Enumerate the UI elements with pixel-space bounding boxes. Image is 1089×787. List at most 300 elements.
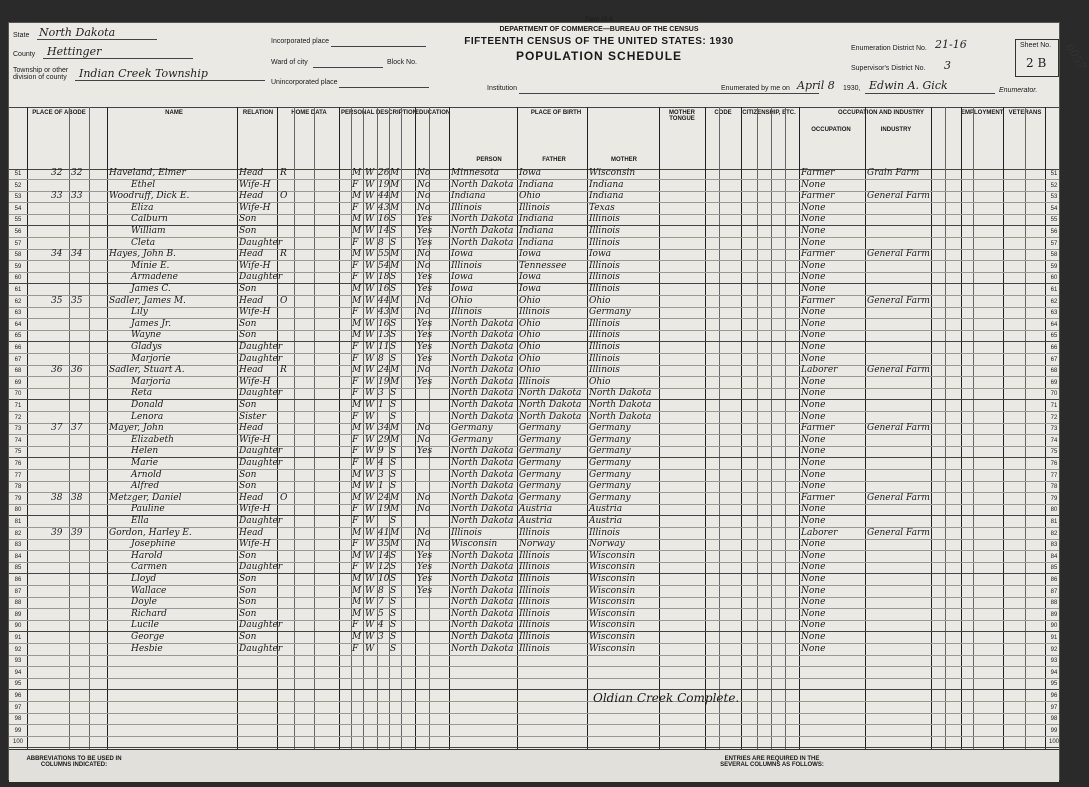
cell-yes: Yes: [417, 318, 433, 329]
row-number: 68: [14, 368, 22, 375]
row-number-right: 67: [1050, 356, 1058, 363]
cell-yes: No: [417, 260, 431, 271]
cell-mar: S: [390, 516, 397, 526]
col-mother-tongue: MOTHER TONGUE: [669, 110, 695, 122]
cell-person: North Dakota: [451, 446, 514, 457]
row-number-right: 94: [1050, 669, 1058, 676]
cell-race: W: [365, 376, 375, 387]
cell-ind: General Farm: [867, 249, 930, 260]
cell-mother: Illinois: [589, 284, 620, 294]
table-row: [9, 297, 1059, 308]
cell-mother: Illinois: [589, 330, 620, 341]
cell-age: 7: [378, 597, 384, 608]
table-row: [9, 587, 1059, 598]
cell-name: Carmen: [131, 562, 168, 573]
cell-name: Arnold: [131, 469, 162, 480]
cell-race: W: [365, 400, 375, 410]
cell-sex: M: [352, 527, 362, 538]
cell-sex: F: [352, 434, 359, 445]
cell-mar: S: [390, 446, 397, 457]
row-number: 80: [14, 507, 22, 514]
cell-fam: 33: [71, 191, 83, 202]
cell-occ: None: [801, 330, 826, 341]
cell-fam: 38: [71, 492, 83, 503]
table-row: [9, 447, 1059, 458]
cell-father: Germany: [519, 423, 561, 434]
cell-father: Illinois: [519, 597, 550, 608]
cell-person: Ohio: [451, 295, 473, 306]
cell-occ: None: [801, 434, 826, 445]
cell-race: W: [365, 469, 375, 480]
cell-mar: S: [390, 574, 397, 584]
row-number-right: 53: [1050, 194, 1058, 201]
cell-occ: None: [801, 585, 826, 596]
cell-father: Illinois: [519, 620, 550, 631]
cell-name: Helen: [131, 446, 159, 457]
cell-name: Mayer, John: [109, 423, 164, 434]
cell-name: Armadene: [131, 272, 178, 283]
row-number-right: 54: [1050, 205, 1058, 212]
cell-mar: S: [390, 458, 397, 468]
row-number-right: 70: [1050, 391, 1058, 398]
cell-rel: Wife-H: [239, 434, 271, 445]
cell-occ: None: [801, 550, 826, 561]
cell-mother: Indiana: [589, 191, 624, 202]
cell-father: Indiana: [519, 226, 554, 236]
cell-sex: M: [352, 365, 362, 376]
cell-father: Ohio: [519, 342, 541, 352]
row-number: 55: [14, 217, 22, 224]
cell-name: Marjorie: [131, 353, 171, 364]
cell-home: O: [280, 492, 288, 503]
cell-yes: No: [417, 539, 431, 550]
table-row: [9, 343, 1059, 354]
row-number-right: 51: [1050, 171, 1058, 177]
cell-person: North Dakota: [451, 562, 514, 573]
cell-father: North Dakota: [519, 400, 582, 410]
cell-father: Iowa: [519, 249, 542, 260]
cell-occ: None: [801, 446, 826, 457]
sub-mother: MOTHER: [611, 157, 637, 163]
row-number-right: 92: [1050, 646, 1058, 653]
cell-mother: Wisconsin: [589, 620, 636, 631]
cell-father: Indiana: [519, 214, 554, 225]
cell-mother: Illinois: [589, 226, 620, 236]
cell-yes: No: [417, 249, 431, 260]
cell-mar: M: [390, 307, 400, 318]
row-number-right: 81: [1050, 519, 1058, 525]
cell-rel: Head: [239, 365, 264, 376]
cell-father: Germany: [519, 434, 561, 445]
table-row: [9, 181, 1059, 192]
cell-mother: Illinois: [589, 353, 620, 364]
cell-person: Wisconsin: [451, 539, 498, 550]
cell-mother: Wisconsin: [589, 597, 636, 608]
cell-sex: M: [352, 597, 362, 608]
cell-fam: 34: [71, 249, 83, 260]
cell-mother: Wisconsin: [589, 550, 636, 561]
table-row: [9, 401, 1059, 412]
row-number-right: 100: [1048, 739, 1059, 746]
cell-age: 29: [378, 434, 390, 445]
row-number-right: 91: [1050, 635, 1058, 641]
cell-father: Indiana: [519, 179, 554, 190]
cell-mother: North Dakota: [589, 411, 652, 422]
cell-sex: F: [352, 307, 359, 318]
cell-age: 4: [378, 458, 384, 468]
table-row: [9, 239, 1059, 250]
cell-age: 44: [378, 295, 390, 306]
cell-age: 19: [378, 504, 390, 515]
cell-mother: Germany: [589, 481, 631, 492]
cell-age: 8: [378, 237, 384, 248]
cell-race: W: [365, 516, 375, 526]
row-number-right: 93: [1050, 658, 1058, 665]
table-row: [9, 691, 1059, 702]
cell-mother: Texas: [589, 202, 615, 213]
cell-yes: Yes: [417, 342, 433, 352]
cell-race: W: [365, 260, 375, 271]
cell-race: W: [365, 202, 375, 213]
cell-father: Illinois: [519, 376, 550, 387]
cell-yes: Yes: [417, 574, 433, 584]
cell-sex: F: [352, 411, 359, 422]
row-number-right: 56: [1050, 229, 1058, 235]
cell-dw: 38: [51, 492, 63, 503]
cell-race: W: [365, 411, 375, 422]
cell-age: 16: [378, 284, 390, 294]
cell-occ: None: [801, 272, 826, 283]
cell-yes: No: [417, 202, 431, 213]
cell-race: W: [365, 597, 375, 608]
cell-rel: Son: [239, 597, 257, 608]
cell-rel: Son: [239, 469, 257, 480]
cell-race: W: [365, 214, 375, 225]
cell-sex: F: [352, 376, 359, 387]
cell-occ: None: [801, 400, 826, 410]
cell-name: George: [131, 632, 165, 642]
cell-fam: 36: [71, 365, 83, 376]
cell-person: North Dakota: [451, 179, 514, 190]
enumeration-date: April 8: [797, 79, 835, 92]
cell-occ: None: [801, 388, 826, 399]
cell-yes: Yes: [417, 272, 433, 283]
department-title: DEPARTMENT OF COMMERCE—BUREAU OF THE CENSUS: [499, 26, 699, 33]
cell-sex: F: [352, 620, 359, 631]
cell-mar: S: [390, 388, 397, 399]
cell-mother: Norway: [589, 539, 625, 550]
table-row: [9, 703, 1059, 714]
cell-yes: No: [417, 307, 431, 318]
enum-district-label: Enumeration District No.: [851, 45, 927, 52]
cell-age: 18: [378, 272, 390, 283]
cell-person: North Dakota: [451, 469, 514, 480]
cell-age: 8: [378, 585, 384, 596]
row-number-right: 95: [1050, 681, 1058, 688]
cell-yes: No: [417, 492, 431, 503]
table-row: [9, 273, 1059, 284]
cell-race: W: [365, 539, 375, 550]
row-number-right: 73: [1050, 426, 1058, 433]
row-number: 97: [14, 704, 22, 711]
row-number-right: 87: [1050, 588, 1058, 595]
county-value: Hettinger: [47, 45, 102, 58]
cell-rel: Daughter: [239, 643, 283, 654]
table-row: [9, 494, 1059, 505]
cell-person: North Dakota: [451, 365, 514, 376]
cell-mother: Wisconsin: [589, 632, 636, 642]
cell-occ: Farmer: [801, 249, 835, 260]
cell-race: W: [365, 237, 375, 248]
cell-occ: None: [801, 179, 826, 190]
cell-father: Germany: [519, 458, 561, 468]
cell-father: Ohio: [519, 318, 541, 329]
cell-yes: No: [417, 365, 431, 376]
row-number: 81: [14, 519, 22, 525]
cell-home: R: [280, 365, 287, 376]
row-number: 98: [14, 716, 22, 723]
cell-person: North Dakota: [451, 458, 514, 468]
cell-father: North Dakota: [519, 388, 582, 399]
cell-sex: M: [352, 295, 362, 306]
cell-yes: No: [417, 168, 431, 178]
cell-name: Minie E.: [131, 260, 170, 271]
cell-father: Ohio: [519, 365, 541, 376]
row-number: 85: [14, 565, 22, 572]
cell-race: W: [365, 388, 375, 399]
row-number: 58: [14, 252, 22, 259]
cell-name: Sadler, James M.: [109, 295, 186, 306]
cell-age: 55: [378, 249, 390, 260]
cell-rel: Daughter: [239, 353, 283, 364]
cell-yes: No: [417, 295, 431, 306]
row-number: 61: [14, 287, 22, 293]
table-row: [9, 192, 1059, 203]
sheet-box: [1015, 39, 1059, 77]
cell-sex: M: [352, 400, 362, 410]
sub-father: FATHER: [542, 157, 566, 163]
cell-father: Illinois: [519, 585, 550, 596]
cell-mar: M: [390, 376, 400, 387]
cell-mar: M: [390, 504, 400, 515]
cell-dw: 34: [51, 249, 63, 260]
cell-mother: Germany: [589, 434, 631, 445]
row-number: 53: [14, 194, 22, 201]
row-number-right: 80: [1050, 507, 1058, 514]
cell-name: Cleta: [131, 237, 156, 248]
cell-rel: Head: [239, 527, 264, 538]
cell-ind: General Farm: [867, 365, 930, 376]
table-row: [9, 215, 1059, 226]
cell-name: Marie: [131, 458, 159, 468]
cell-mother: Illinois: [589, 365, 620, 376]
cell-race: W: [365, 272, 375, 283]
cell-person: North Dakota: [451, 516, 514, 526]
cell-mar: S: [390, 632, 397, 642]
cell-mar: M: [390, 168, 400, 178]
table-row: [9, 227, 1059, 238]
cell-mar: S: [390, 620, 397, 631]
row-number-right: 96: [1050, 693, 1058, 699]
cell-father: Austria: [519, 504, 553, 515]
cell-occ: None: [801, 539, 826, 550]
supervisor-district-label: Supervisor's District No.: [851, 65, 926, 72]
sub-person: PERSON: [476, 157, 502, 163]
cell-rel: Daughter: [239, 237, 283, 248]
col-citizenship: CITIZENSHIP, ETC.: [742, 110, 796, 116]
table-row: [9, 366, 1059, 377]
cell-fam: 39: [71, 527, 83, 538]
row-number-right: 69: [1050, 379, 1058, 386]
cell-ind: General Farm: [867, 191, 930, 202]
cell-name: Pauline: [131, 504, 165, 515]
table-row: [9, 471, 1059, 482]
row-number: 74: [14, 437, 22, 444]
cell-person: North Dakota: [451, 353, 514, 364]
township-value: Indian Creek Township: [79, 67, 208, 80]
cell-race: W: [365, 168, 375, 178]
col-employment: EMPLOYMENT: [961, 110, 1004, 116]
cell-person: North Dakota: [451, 318, 514, 329]
table-row: [9, 610, 1059, 621]
cell-mother: Wisconsin: [589, 585, 636, 596]
row-number: 75: [14, 449, 22, 456]
row-number: 90: [14, 623, 22, 630]
cell-sex: M: [352, 632, 362, 642]
cell-race: W: [365, 226, 375, 236]
cell-age: 35: [378, 539, 390, 550]
cell-race: W: [365, 284, 375, 294]
cell-person: Germany: [451, 434, 493, 445]
cell-rel: Head: [239, 168, 264, 178]
cell-person: Germany: [451, 423, 493, 434]
cell-race: W: [365, 527, 375, 538]
table-row: [9, 714, 1059, 725]
cell-age: 3: [378, 632, 384, 642]
row-number-right: 83: [1050, 542, 1058, 549]
cell-sex: F: [352, 202, 359, 213]
cell-age: 44: [378, 191, 390, 202]
row-number: 65: [14, 333, 22, 340]
cell-mother: Germany: [589, 458, 631, 468]
cell-occ: None: [801, 632, 826, 642]
cell-sex: F: [352, 272, 359, 283]
cell-sex: F: [352, 353, 359, 364]
cell-occ: Laborer: [801, 365, 838, 376]
cell-rel: Daughter: [239, 562, 283, 573]
cell-rel: Son: [239, 330, 257, 341]
entries-heading: ENTRIES ARE REQUIRED IN THE SEVERAL COLUMNS AS FOLLOWS:: [720, 756, 824, 768]
cell-person: North Dakota: [451, 376, 514, 387]
census-rows: [9, 169, 1059, 749]
col-name: NAME: [165, 110, 183, 116]
table-row: [9, 308, 1059, 319]
cell-father: Austria: [519, 516, 553, 526]
row-number: 78: [14, 484, 22, 491]
cell-father: Ohio: [519, 353, 541, 364]
row-number: 96: [14, 693, 22, 699]
cell-age: 34: [378, 423, 390, 434]
row-number-right: 58: [1050, 252, 1058, 259]
cell-race: W: [365, 481, 375, 492]
cell-sex: M: [352, 226, 362, 236]
cell-person: North Dakota: [451, 574, 514, 584]
row-number: 86: [14, 577, 22, 583]
row-number: 64: [14, 321, 22, 328]
cell-sex: F: [352, 504, 359, 515]
table-row: [9, 621, 1059, 632]
cell-occ: None: [801, 237, 826, 248]
cell-age: 13: [378, 330, 390, 341]
row-number-right: 89: [1050, 611, 1058, 618]
cell-mother: Germany: [589, 423, 631, 434]
col-veterans: VETERANS: [1008, 110, 1042, 116]
county-label: County: [13, 51, 36, 58]
table-row: [9, 656, 1059, 667]
row-number: 71: [14, 403, 22, 409]
row-number-right: 86: [1050, 577, 1058, 583]
cell-occ: Farmer: [801, 168, 835, 178]
cell-person: North Dakota: [451, 643, 514, 654]
cell-dw: 35: [51, 295, 63, 306]
cell-ind: General Farm: [867, 492, 930, 503]
cell-race: W: [365, 492, 375, 503]
cell-mar: S: [390, 585, 397, 596]
cell-sex: F: [352, 562, 359, 573]
cell-occ: None: [801, 458, 826, 468]
enumerator-name: Edwin A. Gick: [869, 79, 948, 92]
cell-sex: F: [352, 516, 359, 526]
row-number: 91: [14, 635, 22, 641]
cell-mother: Wisconsin: [589, 574, 636, 584]
cell-age: 16: [378, 318, 390, 329]
cell-ind: General Farm: [867, 527, 930, 538]
table-row: [9, 320, 1059, 331]
cell-age: 41: [378, 527, 390, 538]
cell-race: W: [365, 179, 375, 190]
cell-sex: F: [352, 388, 359, 399]
cell-name: Lloyd: [131, 574, 157, 584]
row-number: 88: [14, 600, 22, 607]
row-number-right: 60: [1050, 275, 1058, 282]
cell-mother: North Dakota: [589, 388, 652, 399]
cell-age: 26: [378, 168, 390, 178]
row-number-right: 84: [1050, 553, 1058, 560]
row-number-right: 85: [1050, 565, 1058, 572]
cell-yes: Yes: [417, 237, 433, 248]
table-row: [9, 250, 1059, 261]
row-number: 93: [14, 658, 22, 665]
cell-sex: F: [352, 458, 359, 468]
cell-race: W: [365, 608, 375, 619]
cell-race: W: [365, 620, 375, 631]
cell-mother: Wisconsin: [589, 168, 636, 178]
row-number: 54: [14, 205, 22, 212]
cell-father: Ohio: [519, 330, 541, 341]
cell-name: Eliza: [131, 202, 154, 213]
census-title: FIFTEENTH CENSUS OF THE UNITED STATES: 1930: [464, 36, 734, 47]
cell-father: Illinois: [519, 202, 550, 213]
row-number: 69: [14, 379, 22, 386]
row-number-right: 61: [1050, 287, 1058, 293]
cell-name: James C.: [131, 284, 171, 294]
cell-race: W: [365, 574, 375, 584]
cell-person: Indiana: [451, 191, 486, 202]
cell-person: Iowa: [451, 284, 474, 294]
cell-father: Iowa: [519, 272, 542, 283]
cell-occ: None: [801, 411, 826, 422]
cell-race: W: [365, 249, 375, 260]
